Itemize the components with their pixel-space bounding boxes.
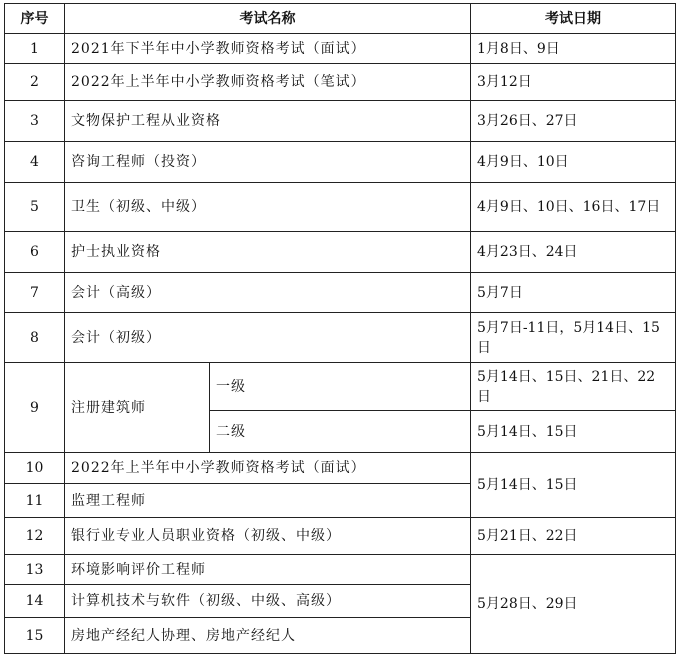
table-row: [5, 232, 676, 273]
table-row: [5, 518, 676, 555]
row-no: 3: [5, 101, 65, 142]
row-no: 13: [5, 555, 65, 585]
row-name: 会计（初级）: [65, 313, 471, 363]
row-name: 2022年上半年中小学教师资格考试（笔试）: [65, 64, 471, 101]
row-name: 卫生（初级、中级）: [65, 183, 471, 232]
row-name: 计算机技术与软件（初级、中级、高级）: [65, 585, 471, 618]
row-no: 11: [5, 484, 65, 518]
row-date: 4月23日、24日: [471, 232, 676, 273]
header-date: 考试日期: [471, 4, 676, 34]
row-sub-level: 二级: [210, 411, 471, 453]
row-name: 注册建筑师: [65, 363, 210, 453]
row-date: 4月9日、10日: [471, 142, 676, 183]
header-name: 考试名称: [65, 4, 471, 34]
table-row: [5, 101, 676, 142]
header-row: [5, 4, 676, 34]
table-row: [5, 34, 676, 64]
row-date: 5月14日、15日、21日、22日: [471, 363, 676, 411]
table-row: [5, 363, 676, 411]
row-no: 1: [5, 34, 65, 64]
table-row: [5, 273, 676, 313]
row-date: 5月14日、15日: [471, 411, 676, 453]
row-sub-level: 一级: [210, 363, 471, 411]
row-date-merged: 5月28日、29日: [471, 555, 676, 654]
row-name: 会计（高级）: [65, 273, 471, 313]
row-name: 护士执业资格: [65, 232, 471, 273]
row-date: 5月7日-11日，5月14日、15日: [471, 313, 676, 363]
row-no: 2: [5, 64, 65, 101]
table-row: [5, 183, 676, 232]
row-name: 咨询工程师（投资）: [65, 142, 471, 183]
row-no: 9: [5, 363, 65, 453]
row-no: 15: [5, 618, 65, 654]
row-name: 2021年下半年中小学教师资格考试（面试）: [65, 34, 471, 64]
table-row: [5, 313, 676, 363]
row-date: 1月8日、9日: [471, 34, 676, 64]
row-no: 7: [5, 273, 65, 313]
table-row: [5, 64, 676, 101]
row-name: 房地产经纪人协理、房地产经纪人: [65, 618, 471, 654]
row-no: 4: [5, 142, 65, 183]
row-name: 2022年上半年中小学教师资格考试（面试）: [65, 453, 471, 484]
row-date-merged: 5月14日、15日: [471, 453, 676, 518]
row-name: 文物保护工程从业资格: [65, 101, 471, 142]
table-row: [5, 453, 676, 484]
row-no: 6: [5, 232, 65, 273]
row-date: 3月12日: [471, 64, 676, 101]
row-name: 监理工程师: [65, 484, 471, 518]
row-date: 5月21日、22日: [471, 518, 676, 555]
row-name: 银行业专业人员职业资格（初级、中级）: [65, 518, 471, 555]
row-name: 环境影响评价工程师: [65, 555, 471, 585]
row-no: 14: [5, 585, 65, 618]
row-no: 8: [5, 313, 65, 363]
row-no: 10: [5, 453, 65, 484]
row-date: 5月7日: [471, 273, 676, 313]
row-date: 3月26日、27日: [471, 101, 676, 142]
row-no: 12: [5, 518, 65, 555]
header-no: 序号: [5, 4, 65, 34]
table-row: [5, 555, 676, 585]
exam-schedule-table: [4, 3, 676, 654]
row-no: 5: [5, 183, 65, 232]
row-date: 4月9日、10日、16日、17日: [471, 183, 676, 232]
table-row: [5, 142, 676, 183]
